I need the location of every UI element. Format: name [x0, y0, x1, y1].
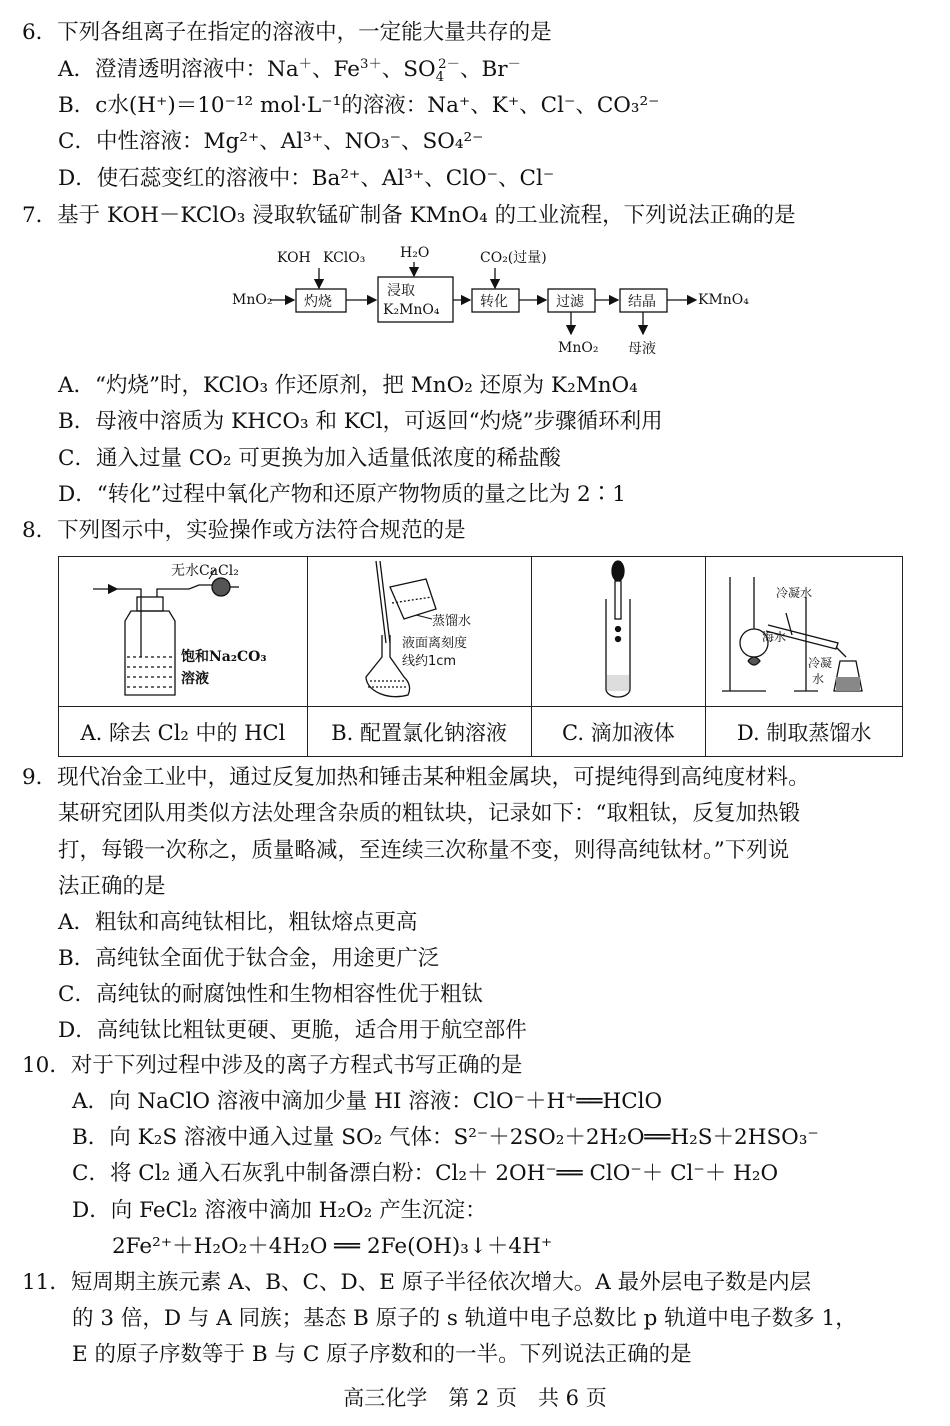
q9-option-c: C．高纯钛的耐腐蚀性和生物相容性优于粗钛: [58, 982, 483, 1007]
q8-caption-d: D. 制取蒸馏水: [706, 707, 903, 757]
flow-box-burn-label: 灼烧: [304, 294, 332, 310]
q9-option-b: B．高纯钛全面优于钛合金，用途更广泛: [58, 946, 440, 971]
q10-option-d-equation: 2Fe²⁺＋H₂O₂＋4H₂O ══ 2Fe(OH)₃↓＋4H⁺: [112, 1234, 553, 1259]
q8-caption-b: B. 配置氯化钠溶液: [307, 707, 531, 757]
q11-line2: 的 3 倍，D 与 A 同族；基态 B 原子的 s 轨道中电子总数比 p 轨道中电子数多 1，: [72, 1306, 857, 1331]
q8-fig-a: [59, 557, 308, 707]
flow-box-leach-l2: K₂MnO₄: [383, 302, 440, 318]
q10-option-c: C．将 Cl₂ 通入石灰乳中制备漂白粉：Cl₂＋ 2OH⁻══ ClO⁻＋ Cl⁻＋ H₂O: [72, 1161, 779, 1186]
q7-option-d: D．“转化”过程中氧化产物和还原产物物质的量之比为 2∶1: [58, 482, 626, 507]
fig-a-label-na2co3: 饱和Na₂CO₃: [181, 649, 267, 665]
flow-reagent-co2: CO₂(过量): [480, 250, 547, 266]
flow-box-crystallize-label: 结晶: [628, 294, 656, 310]
fig-b-label-level: 液面离刻度: [401, 636, 467, 651]
q8-fig-c: [531, 557, 706, 707]
q9-option-a: A．粗钛和高纯钛相比，粗钛熔点更高: [58, 910, 418, 935]
q8-caption-c: C. 滴加液体: [531, 707, 706, 757]
fig-d-label-cooling: 冷凝水: [776, 586, 813, 600]
q9-line4: 法正确的是: [58, 874, 166, 899]
q7-flow-diagram: [230, 240, 770, 365]
fig-a-label-cacl2: 无水CaCl₂: [171, 563, 239, 579]
q8-fig-b: [307, 557, 531, 707]
fig-b-label-water: 蒸馏水: [431, 614, 471, 629]
flow-box-convert-label: 转化: [480, 294, 508, 310]
flow-byproduct-mno2: MnO₂: [558, 340, 599, 356]
flow-reagent-h2o: H₂O: [400, 245, 430, 261]
flow-input: MnO₂: [232, 292, 273, 308]
q7-option-a: A．“灼烧”时，KClO₃ 作还原剂，把 MnO₂ 还原为 K₂MnO₄: [58, 373, 638, 398]
flow-output: KMnO₄: [698, 292, 749, 308]
flow-box-filter-label: 过滤: [556, 294, 584, 310]
q11-line3: E 的原子序数等于 B 与 C 原子序数和的一半。下列说法正确的是: [72, 1342, 692, 1367]
fig-b-label-line: 线约1cm: [401, 654, 456, 669]
q6-option-b: B．c水(H⁺)＝10⁻¹² mol·L⁻¹的溶液：Na⁺、K⁺、Cl⁻、CO₃²⁻: [58, 93, 660, 118]
page-footer: 高三化学 第 2 页 共 6 页: [343, 1386, 607, 1410]
q8-stem: 8．下列图示中，实验操作或方法符合规范的是: [22, 518, 466, 543]
q6-option-a: A．澄清透明溶液中：Na＋、$Fe^{3+}$、$SO_4^{2-}$、Br－: [58, 56, 521, 86]
q9-option-d: D．高纯钛比粗钛更硬、更脆，适合用于航空部件: [58, 1018, 527, 1043]
q10-option-d: D．向 FeCl₂ 溶液中滴加 H₂O₂ 产生沉淀：: [72, 1198, 487, 1223]
q8-figure-table: [58, 556, 903, 757]
q10-option-a: A．向 NaClO 溶液中滴加少量 HI 溶液：ClO⁻＋H⁺══HClO: [72, 1089, 663, 1114]
q11-line1: 11．短周期主族元素 A、B、C、D、E 原子半径依次增大。A 最外层电子数是内层: [22, 1270, 812, 1295]
q7-option-b: B．母液中溶质为 KHCO₃ 和 KCl，可返回“灼烧”步骤循环利用: [58, 409, 663, 434]
q7-stem: 7．基于 KOH－KClO₃ 浸取软锰矿制备 KMnO₄ 的工业流程，下列说法正确的是: [22, 203, 796, 228]
fig-a-label-solution: 溶液: [181, 671, 209, 687]
fig-d-label-cond1: 冷凝: [808, 656, 833, 670]
q9-line2: 某研究团队用类似方法处理含杂质的粗钛块，记录如下：“取粗钛，反复加热锻: [58, 801, 800, 826]
q8-caption-a: A. 除去 Cl₂ 中的 HCl: [59, 707, 308, 757]
q6-stem: 6．下列各组离子在指定的溶液中，一定能大量共存的是: [22, 20, 552, 45]
flow-box-leach-l1: 浸取: [387, 283, 415, 299]
q9-line3: 打，每锻一次称之，质量略减，至连续三次称量不变，则得高纯钛材。”下列说: [58, 838, 790, 863]
fig-d-label-sea: 海水: [762, 630, 787, 644]
q8-fig-d: [706, 557, 903, 707]
fig-d-label-cond2: 水: [812, 672, 825, 686]
flow-reagent-kclo3: KClO₃: [323, 250, 366, 266]
q9-line1: 9．现代冶金工业中，通过反复加热和锤击某种粗金属块，可提纯得到高纯度材料。: [22, 765, 810, 790]
q6-option-c: C．中性溶液：Mg²⁺、Al³⁺、NO₃⁻、SO₄²⁻: [58, 129, 484, 154]
flow-byproduct-mother-liquor: 母液: [628, 341, 656, 357]
q7-option-c: C．通入过量 CO₂ 可更换为加入适量低浓度的稀盐酸: [58, 446, 561, 471]
flow-reagent-koh: KOH: [277, 250, 311, 266]
q10-stem: 10．对于下列过程中涉及的离子方程式书写正确的是: [22, 1053, 523, 1078]
q6-option-d: D．使石蕊变红的溶液中：Ba²⁺、Al³⁺、ClO⁻、Cl⁻: [58, 166, 555, 191]
q10-option-b: B．向 K₂S 溶液中通入过量 SO₂ 气体：S²⁻＋2SO₂＋2H₂O══H₂S＋2HSO₃⁻: [72, 1125, 819, 1150]
